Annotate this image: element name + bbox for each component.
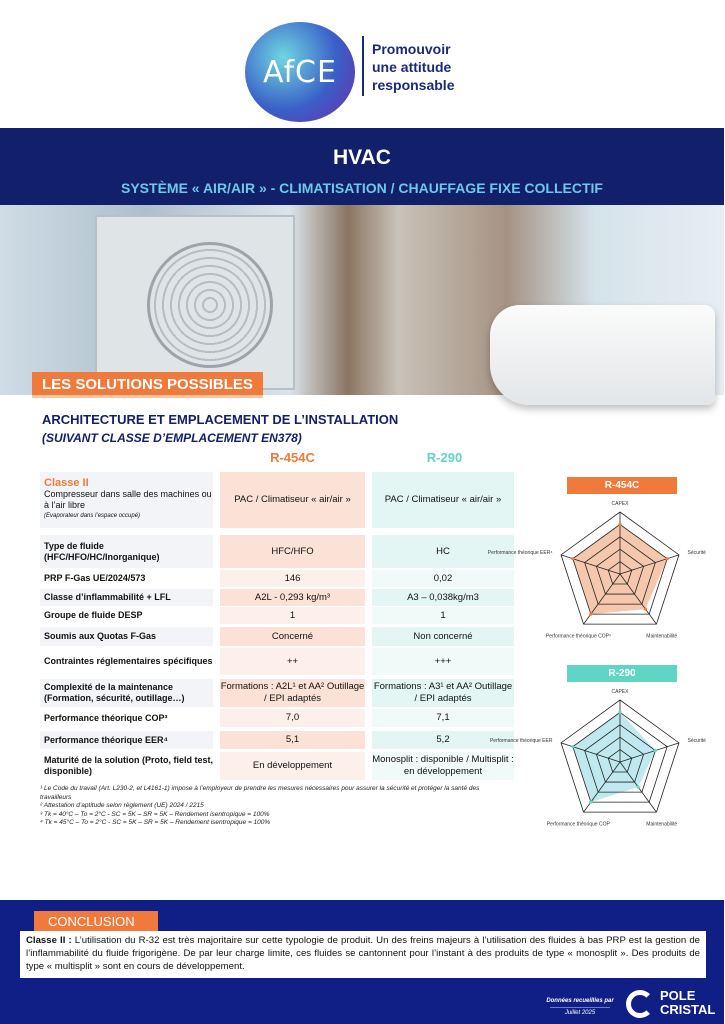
radar-point [589,801,592,804]
class-label [40,472,213,528]
conclusion-body: L’utilisation du R-32 est très majoritaire sur cette typologie de produit. Un des freins majeurs à l’utilisation des fluides à bas PRP est la gestion de l’inflammabilité du fluide frigorigène. De par leur charge limite, ces fluides se cantonnent pour l’instant à des produits de type « monosplit ». Des produits de type « multisplit » sont en cours de développement. [26,935,701,972]
table-cell: 1 [372,607,514,624]
indoor-unit-image [490,305,715,405]
conclusion-lead: Classe II : [26,935,72,946]
radar-axis-label: CAPEX [611,689,629,695]
table-cell: 5,2 [372,731,514,749]
row-label: Classe d’inflammabilité + LFL [40,589,213,606]
table-cell: 0,02 [372,570,514,587]
section-subheading: (SUIVANT CLASSE D’EMPLACEMENT EN378) [42,431,302,445]
radar-axis-label: Maintenabilité [646,821,678,828]
conclusion-tab: CONCLUSION [34,911,158,931]
radar-chart-r290 [489,682,725,832]
table-cell: En développement [220,752,365,780]
table-cell: 1 [220,607,365,624]
table-cell: HFC/HFO [220,535,365,568]
radar-point [637,785,640,788]
credit-date: Juillet 2025 [550,1007,610,1018]
row-label: Performance théorique COP³ [40,709,213,727]
radar-axis-label: Sécurité [687,738,706,745]
footnotes [40,785,510,828]
row-label: Maturité de la solution (Proto, field test, disponible) [40,752,213,780]
radar-point [618,711,621,714]
table-cell: Monosplit : disponible / Multisplit : en développement [372,752,514,780]
footnote: ³ Tk = 40°C – To = 2°C - SC = 5K – SR = 5K – Rendement isentropique = 100% [40,810,270,818]
table-cell: Non concerné [372,627,514,646]
table-cell: +++ [372,648,514,675]
tagline-line: responsable [372,77,455,93]
radar-axis-label: Performance théorique EER⁴ [487,550,553,557]
section-heading: ARCHITECTURE ET EMPLACEMENT DE L’INSTALLATION [42,412,399,427]
page-title: HVAC [333,146,391,169]
credit [540,996,620,1019]
radar-axis-label: Sécurité [687,550,706,557]
radar-point [666,557,669,560]
footnote: ² Attestation d’aptitude selon règlement (UE) 2024 / 2215 [40,802,204,809]
radar-point [654,749,657,752]
radar-point [571,557,574,560]
table-cell: Formations : A2L¹ et AA² Outillage / EPI adaptés [220,679,365,707]
pole-cristal-logo [660,989,715,1017]
radar-point [618,523,621,526]
radar-axis-label: Performance théorique EER [489,738,553,745]
outdoor-unit-image [95,215,295,390]
brand-line: POLE [660,988,696,1003]
pole-cristal-logo-icon [626,990,654,1018]
table-cell: Formations : A3¹ et AA² Outillage / EPI adaptés [372,679,514,707]
tagline [372,40,454,94]
radar-point [571,745,574,748]
class-desc: Compresseur dans salle des machines ou à l’air libre [44,489,212,510]
radar-axis-label: Maintenabilité [646,633,678,640]
table-cell: Concerné [220,627,365,646]
class-note: (Evaporateur dans l’espace occupé) [44,513,141,519]
table-cell: 7,0 [220,709,365,727]
radar-title-r290: R-290 [567,665,677,682]
page-subtitle: SYSTÈME « AIR/AIR » - CLIMATISATION / CHAUFFAGE FIXE COLLECTIF [121,180,603,196]
radar-axis-label: Performance théorique COP³ [545,633,611,640]
table-cell: PAC / Climatiseur « air/air » [372,472,514,528]
row-label: Contraintes réglementaires spécifiques [40,648,213,675]
afce-logo: AfCE [245,22,355,122]
section-tab: LES SOLUTIONS POSSIBLES [32,372,263,398]
divider [362,36,364,96]
row-label: Type de fluide (HFC/HFO/HC/Inorganique) [40,535,213,568]
row-label: PRP F-Gas UE/2024/573 [40,570,213,587]
class-title: Classe II [44,477,89,489]
radar-chart-r454c [487,494,725,644]
radar-title-r454c: R-454C [567,477,677,494]
tagline-line: Promouvoir [372,41,451,57]
table-cell: 7,1 [372,709,514,727]
table-cell: PAC / Climatiseur « air/air » [220,472,365,528]
table-cell: A2L - 0,293 kg/m³ [220,589,365,606]
radar-point [589,613,592,616]
table-cell: ++ [220,648,365,675]
footnote: ⁴ Tk = 45°C – To = 2°C - SC = 5K – SR = 5K – Rendement isentropique = 100% [40,819,271,826]
brand-line: CRISTAL [660,1002,716,1017]
radar-axis-label: CAPEX [611,501,629,507]
tagline-line: une attitude [372,59,452,75]
credit-label: Données recueillies par [546,998,614,1004]
column-header-r454c: R-454C [270,450,315,465]
row-label: Complexité de la maintenance (Formation, sécurité, outillage…) [40,679,213,707]
radar-axis-label: Performance théorique COP [546,821,610,828]
row-label: Groupe de fluide DESP [40,607,213,624]
table-cell: 5,1 [220,731,365,749]
row-label: Soumis aux Quotas F-Gas [40,627,213,646]
conclusion-text [20,931,706,978]
row-label: Performance théorique EER⁴ [40,731,213,749]
column-header-r290: R-290 [426,450,463,465]
table-cell: 146 [220,570,365,587]
table-cell: HC [372,535,514,568]
table-cell: A3 – 0,038kg/m3 [372,589,514,606]
radar-point [644,608,647,611]
footnote: ¹ Le Code du travail (Art. L230-2, et L4161-1) impose à l’employeur de prendre les mesures nécessaires pour assurer la sécurité et protéger la santé des travailleurs [40,785,480,801]
